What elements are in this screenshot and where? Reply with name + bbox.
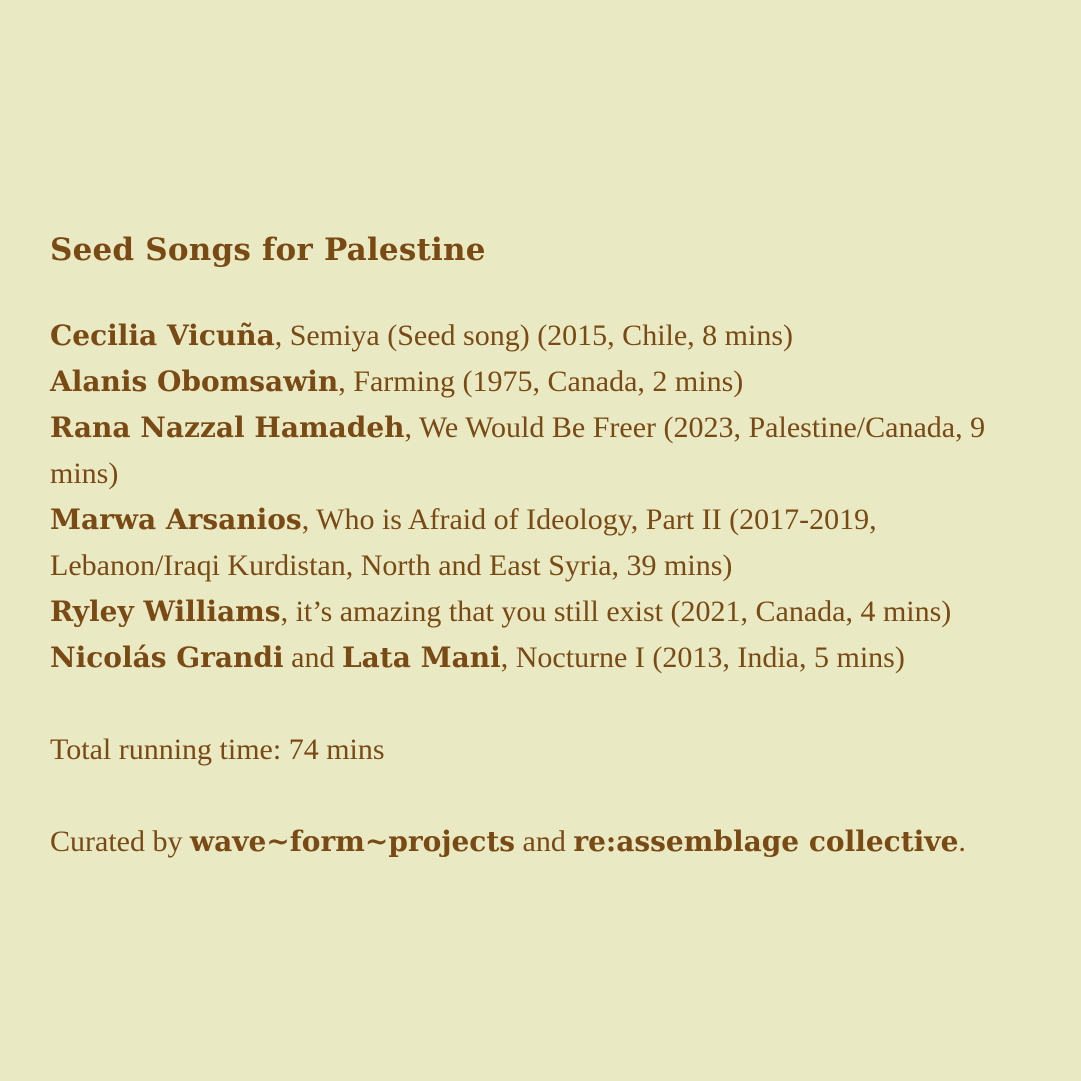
filmmaker-name: Cecilia Vicuña — [50, 319, 275, 353]
list-item — [50, 635, 1011, 681]
list-item — [50, 359, 1011, 405]
film-details: , Farming (1975, Canada, 2 mins) — [338, 365, 744, 399]
curator-org-primary: wave~form~projects — [189, 825, 516, 859]
filmmaker-name: Rana Nazzal Hamadeh — [50, 411, 405, 445]
film-details: , Nocturne I (2013, India, 5 mins) — [500, 641, 905, 675]
list-item — [50, 589, 1011, 635]
film-details: , it’s amazing that you still exist (2021, Canada, 4 mins) — [280, 595, 952, 629]
credit-conjunction: and — [515, 825, 574, 859]
filmmaker-name: Marwa Arsanios — [50, 503, 302, 537]
filmmaker-name: Nicolás Grandi — [50, 641, 284, 675]
curator-credit — [50, 819, 1011, 865]
credit-prefix: Curated by — [50, 825, 190, 859]
credit-suffix: . — [958, 825, 966, 859]
list-item — [50, 497, 1011, 589]
filmmaker-name-secondary: Lata Mani — [341, 641, 501, 675]
filmmaker-name: Ryley Williams — [50, 595, 281, 629]
film-details: , We Would Be Freer (2023, Palestine/Canada, 9 mins) — [50, 411, 986, 491]
curator-org-secondary: re:assemblage collective — [573, 825, 959, 859]
film-details: , Who is Afraid of Ideology, Part II (2017-2019, Lebanon/Iraqi Kurdistan, North and East Syria, 39 mins) — [50, 503, 877, 583]
total-running-time: Total running time: 74 mins — [50, 733, 385, 767]
film-conjunction: and — [283, 641, 342, 675]
film-details: , Semiya (Seed song) (2015, Chile, 8 mins) — [274, 319, 794, 353]
page-title: Seed Songs for Palestine — [50, 232, 486, 268]
list-item — [50, 405, 1011, 497]
list-item — [50, 313, 1011, 359]
filmmaker-name: Alanis Obomsawin — [50, 365, 339, 399]
film-list — [50, 313, 1011, 681]
